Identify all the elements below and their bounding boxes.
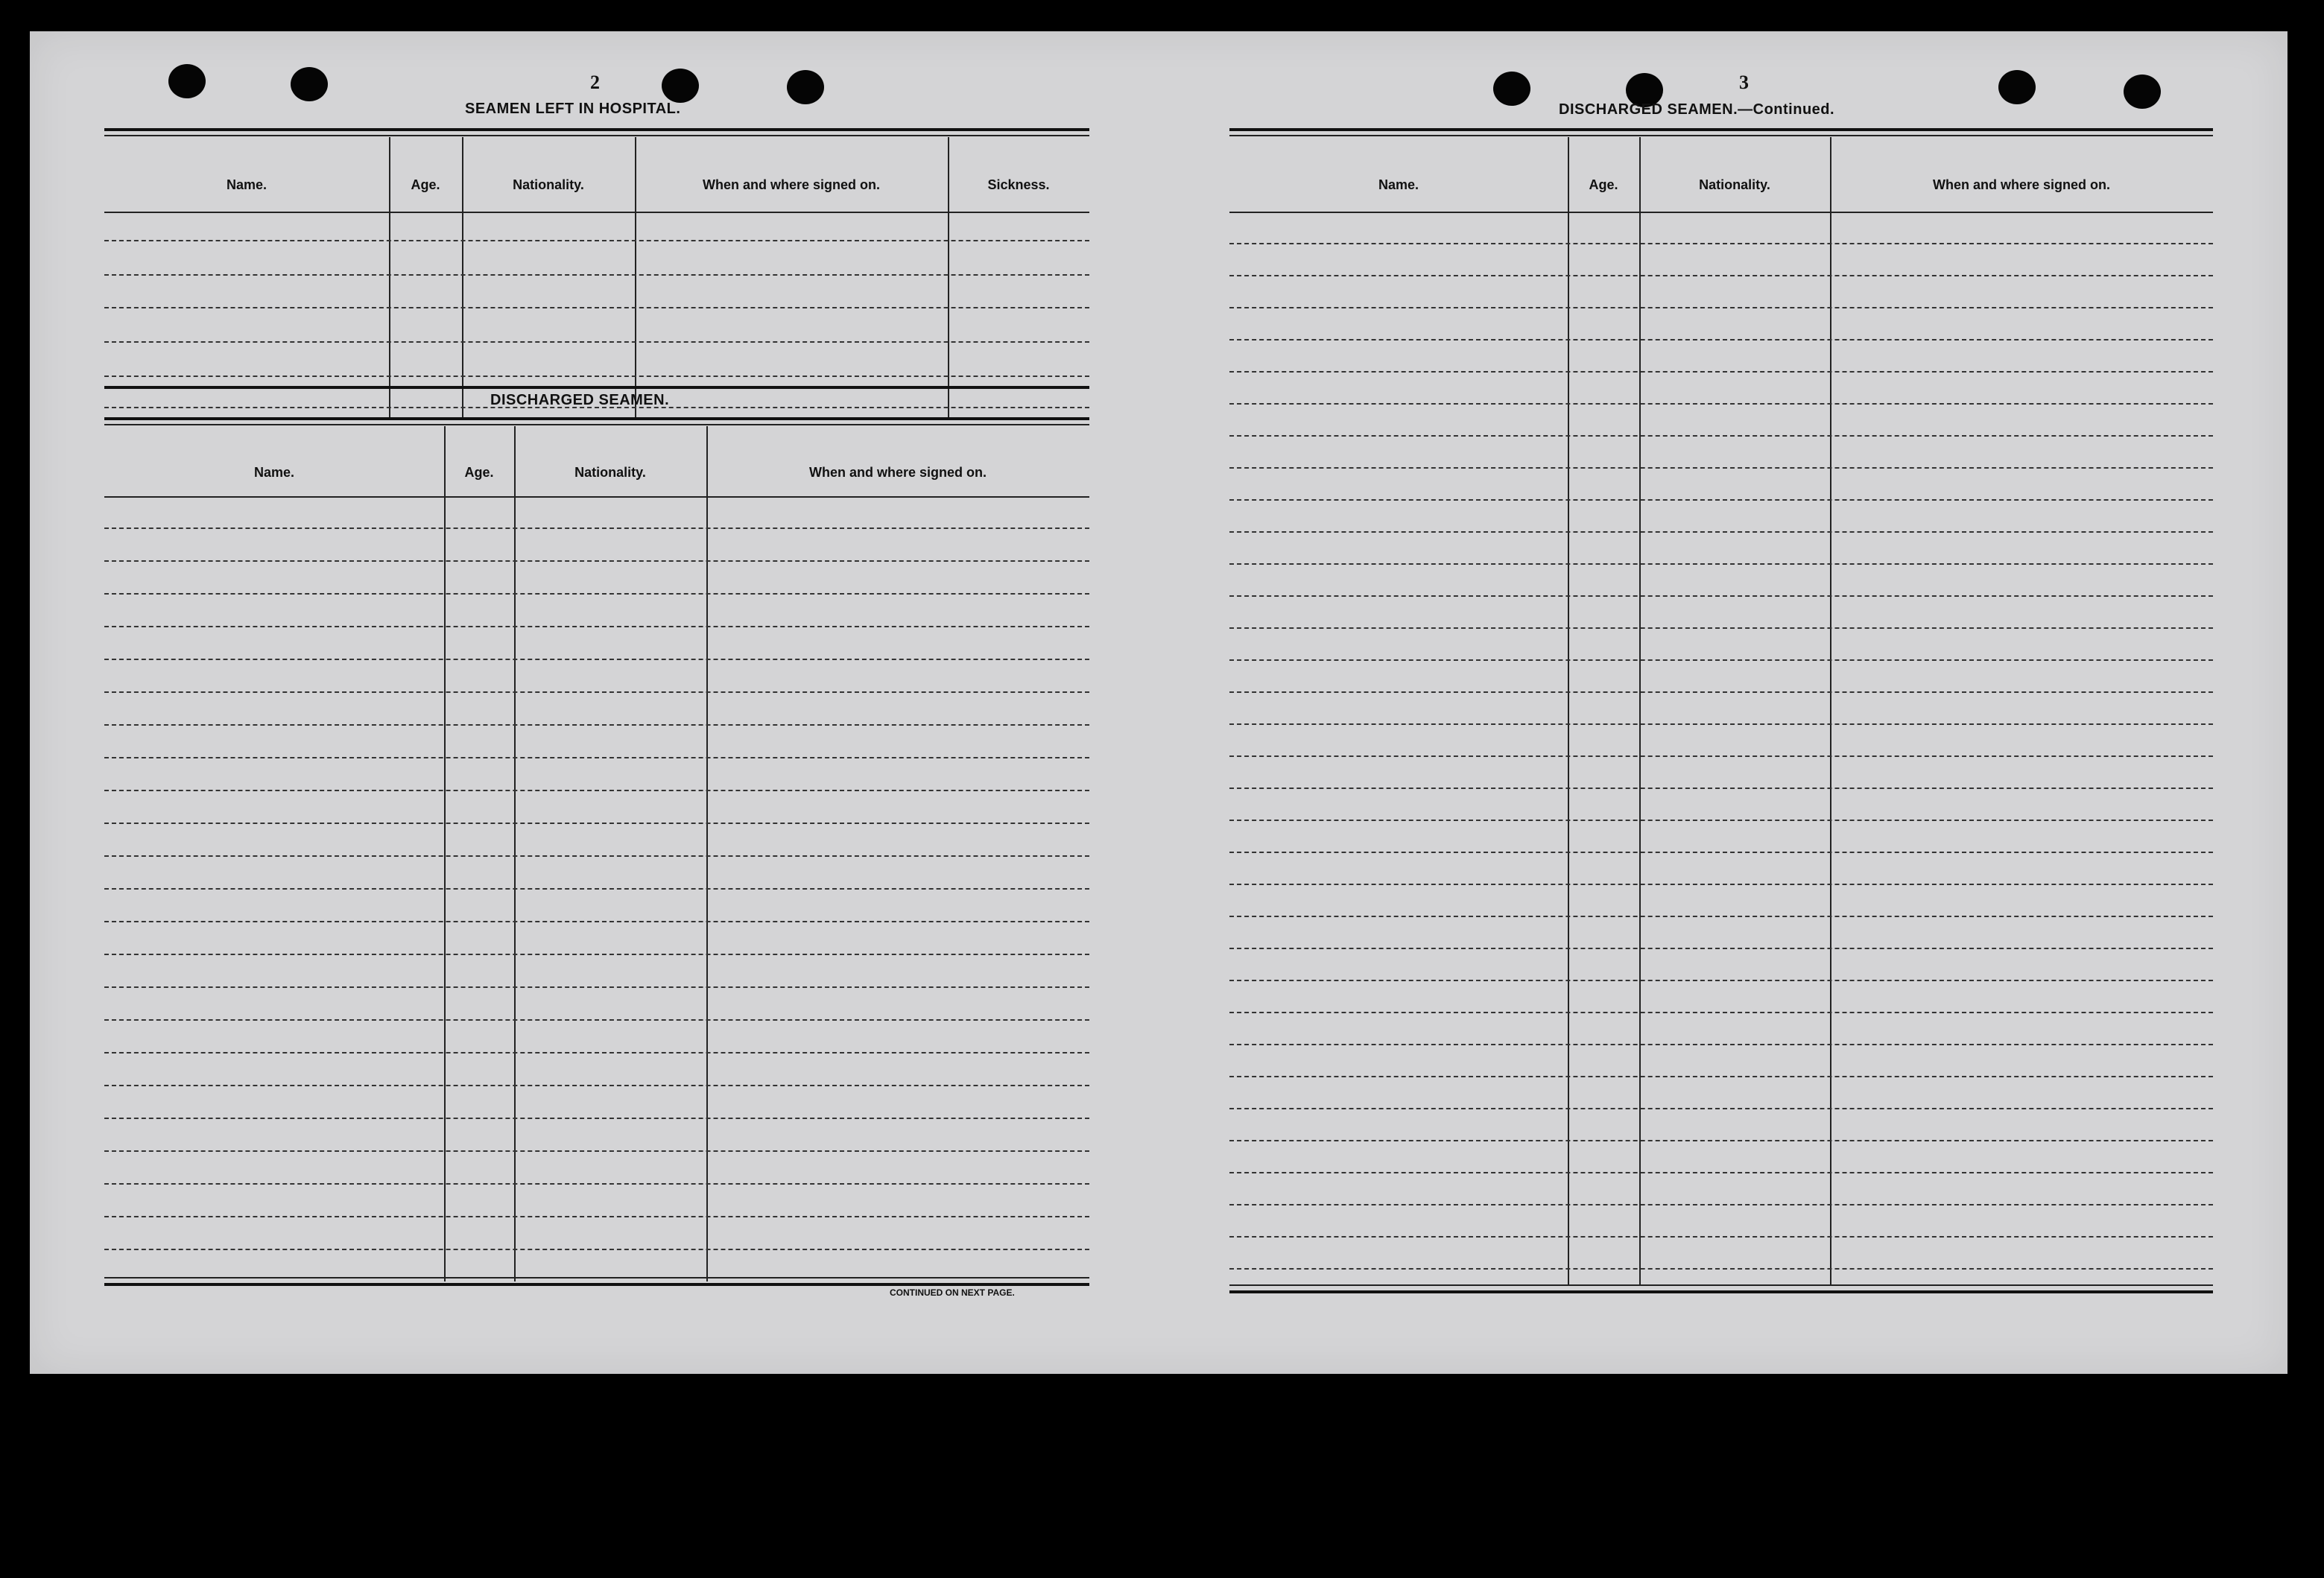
discharged-col-nationality: Nationality. (574, 465, 646, 480)
discharged-continued-table (1229, 128, 2213, 1320)
continued-note: CONTINUED ON NEXT PAGE. (890, 1287, 1015, 1298)
hospital-col-nationality: Nationality. (513, 177, 584, 192)
page-number: 2 (590, 72, 600, 93)
punch-hole (787, 70, 824, 104)
continued-col-name: Name. (1378, 177, 1419, 192)
hospital-col-age: Age. (411, 177, 440, 192)
discharged-table (104, 417, 1089, 1311)
continued-col-signed-on: When and where signed on. (1932, 177, 2111, 192)
hospital-col-signed-on: When and where signed on. (702, 177, 881, 192)
document-sheet (30, 31, 2287, 1374)
punch-hole (168, 64, 206, 98)
punch-hole (2124, 75, 2161, 109)
punch-hole (662, 69, 699, 103)
punch-hole (1493, 72, 1530, 106)
discharged-col-signed-on: When and where signed on. (808, 465, 987, 480)
punch-hole (291, 67, 328, 101)
continued-col-nationality: Nationality. (1699, 177, 1770, 192)
hospital-col-sickness: Sickness. (987, 177, 1050, 192)
hospital-section-title: SEAMEN LEFT IN HOSPITAL. (465, 101, 681, 117)
hospital-col-name: Name. (226, 177, 267, 192)
continued-col-age: Age. (1589, 177, 1618, 192)
discharged-col-age: Age. (464, 465, 494, 480)
discharged-continued-title: DISCHARGED SEAMEN.—Continued. (1559, 101, 1835, 118)
page-number: 3 (1739, 72, 1749, 93)
hospital-table (104, 128, 1089, 419)
discharged-col-name: Name. (253, 465, 295, 480)
discharged-section-title: DISCHARGED SEAMEN. (490, 392, 670, 408)
punch-hole (1998, 70, 2036, 104)
